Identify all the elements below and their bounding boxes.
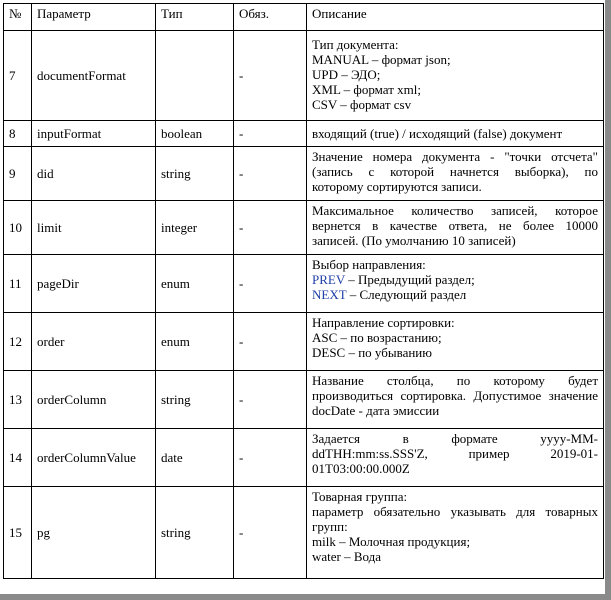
desc-line: CSV – формат csv [312, 97, 412, 112]
row-description [307, 313, 604, 371]
enum-code: NEXT [312, 287, 347, 302]
row-num: 7 [4, 31, 32, 121]
row-required: - [234, 255, 307, 313]
enum-code: PREV [312, 272, 345, 287]
header-num: № [4, 4, 32, 31]
row-param: did [32, 147, 156, 201]
desc-line: Товарная группа: [312, 489, 408, 504]
row-num: 11 [4, 255, 32, 313]
row-param: orderColumnValue [32, 429, 156, 487]
desc-line: ASC – по возрастанию; [312, 330, 442, 345]
table-row [4, 201, 604, 255]
table-row [4, 147, 604, 201]
table-row [4, 255, 604, 313]
desc-line: UPD – ЭДО; [312, 67, 381, 82]
row-param: pg [32, 487, 156, 579]
desc-line: Тип документа: [312, 37, 399, 52]
row-num: 13 [4, 371, 32, 429]
desc-line: XML – формат xml; [312, 82, 421, 97]
desc-line: параметр обязательно указывать для товарных [312, 504, 598, 519]
row-type: string [156, 371, 234, 429]
row-param: limit [32, 201, 156, 255]
row-description [307, 371, 604, 429]
row-type: string [156, 487, 234, 579]
desc-line: Название столбца, по которому будет [312, 373, 598, 388]
row-type: enum [156, 255, 234, 313]
desc-item [312, 287, 598, 302]
desc-line: Направление сортировки: [312, 315, 455, 330]
header-description: Описание [307, 4, 604, 31]
desc-line: которому сортируются записи. [312, 179, 482, 194]
desc-line: MANUAL – формат json; [312, 52, 451, 67]
row-required: - [234, 31, 307, 121]
row-type: enum [156, 313, 234, 371]
header-required: Обяз. [234, 4, 307, 31]
desc-line: групп: [312, 519, 348, 534]
row-param: documentFormat [32, 31, 156, 121]
table-row [4, 31, 604, 121]
header-type: Тип [156, 4, 234, 31]
row-required: - [234, 121, 307, 147]
enum-text: – Следующий раздел [346, 287, 467, 302]
row-required: - [234, 313, 307, 371]
enum-text: – Предыдущий раздел; [345, 272, 475, 287]
desc-line: 01T03:00:00.000Z [312, 461, 410, 476]
row-num: 12 [4, 313, 32, 371]
row-description [307, 429, 604, 487]
table-row [4, 487, 604, 579]
row-param: order [32, 313, 156, 371]
desc-line: (запись с которой начнется выборка), по [312, 164, 598, 179]
row-required: - [234, 371, 307, 429]
row-num: 8 [4, 121, 32, 147]
table-row [4, 121, 604, 147]
desc-line: water – Вода [312, 549, 382, 564]
row-param: orderColumn [32, 371, 156, 429]
row-type: date [156, 429, 234, 487]
row-description [307, 147, 604, 201]
table-row [4, 313, 604, 371]
desc-line: Выбор направления: [312, 257, 426, 272]
row-description [307, 31, 604, 121]
desc-line: DESC – по убыванию [312, 345, 432, 360]
row-num: 10 [4, 201, 32, 255]
row-required: - [234, 201, 307, 255]
desc-line: docDate - дата эмиссии [312, 403, 440, 418]
desc-line: входящий (true) / исходящий (false) документ [312, 126, 563, 141]
row-num: 9 [4, 147, 32, 201]
desc-line: записей. (По умолчанию 10 записей) [312, 233, 516, 248]
row-required: - [234, 429, 307, 487]
table-header-row [4, 4, 604, 31]
desc-line: производиться сортировка. Допустимое значение [312, 388, 598, 403]
row-description [307, 255, 604, 313]
row-param: pageDir [32, 255, 156, 313]
desc-line: Задается в формате yyyy-MM- [312, 431, 598, 446]
desc-line: вернется в качестве ответа, не более 10000 [312, 218, 598, 233]
row-num: 14 [4, 429, 32, 487]
header-param: Параметр [32, 4, 156, 31]
row-description [307, 201, 604, 255]
row-description [307, 121, 604, 147]
row-required: - [234, 487, 307, 579]
table-row [4, 429, 604, 487]
parameters-table [3, 3, 604, 579]
row-type [156, 31, 234, 121]
desc-line: ddTHH:mm:ss.SSS'Z, пример 2019-01- [312, 446, 598, 461]
desc-item [312, 272, 598, 287]
row-description [307, 487, 604, 579]
desc-line: Значение номера документа - "точки отсчета" [312, 149, 598, 164]
row-type: string [156, 147, 234, 201]
table-row [4, 371, 604, 429]
row-required: - [234, 147, 307, 201]
row-param: inputFormat [32, 121, 156, 147]
row-type: boolean [156, 121, 234, 147]
row-type: integer [156, 201, 234, 255]
desc-line: Максимальное количество записей, которое [312, 203, 598, 218]
desc-line: milk – Молочная продукция; [312, 534, 471, 549]
row-num: 15 [4, 487, 32, 579]
